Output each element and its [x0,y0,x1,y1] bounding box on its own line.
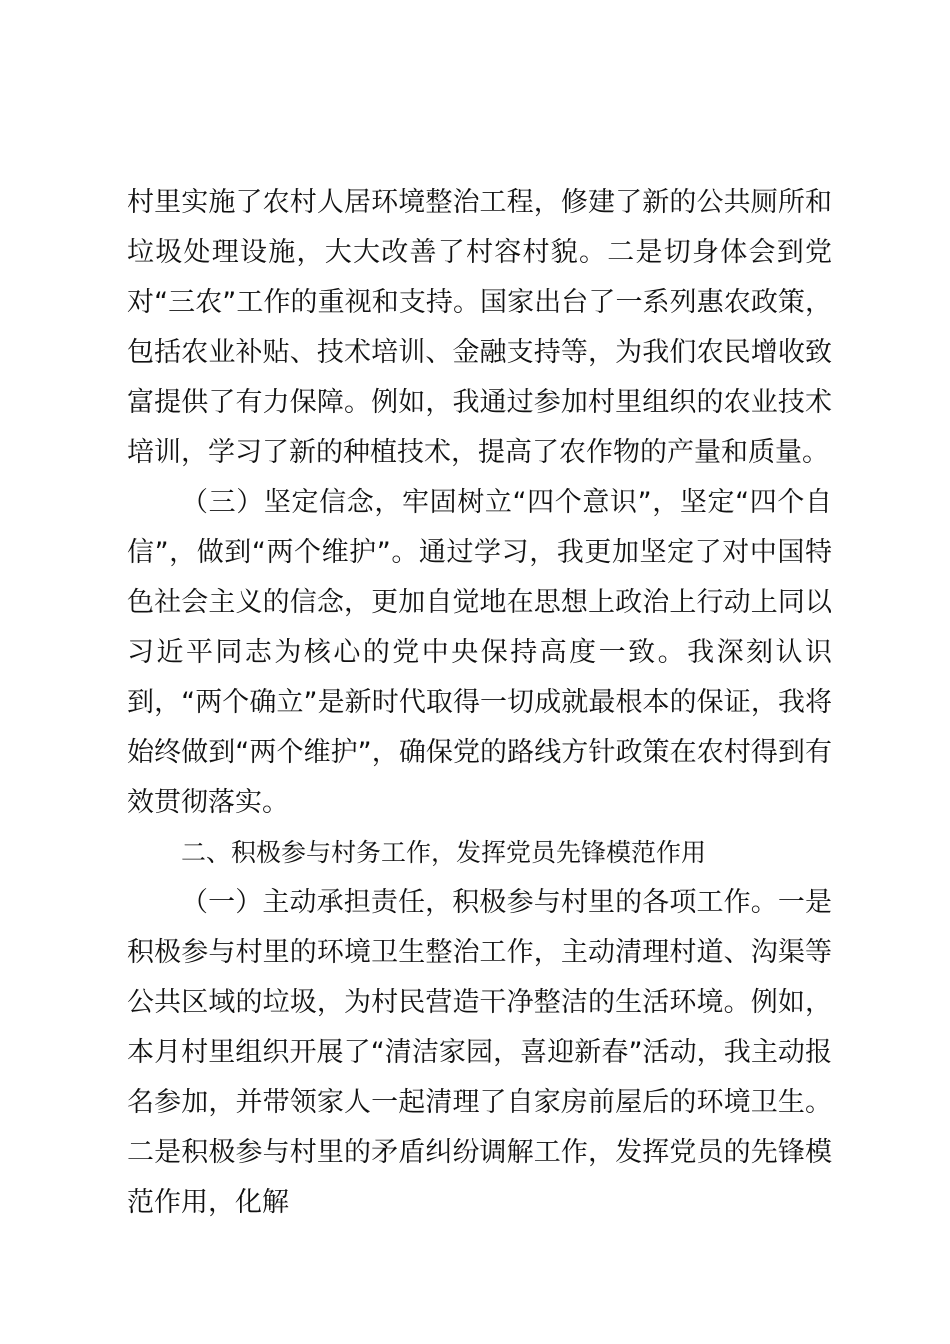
section-heading-two: 二、积极参与村务工作，发挥党员先锋模范作用 [181,838,707,867]
paragraph-continuation: 村里实施了农村人居环境整治工程，修建了新的公共厕所和垃圾处理设施，大大改善了村容村貌。二是切身体会到党对“三农”工作的重视和支持。国家出台了一系列惠农政策，包括农业补贴、技术培训、金融支持等，为我们农民增收致富提供了有力保障。例如，我通过参加村里组织的农业技术培训，学习了新的种植技术，提高了农作物的产量和质量。 [127,187,832,468]
paragraph-subsection-one: （一）主动承担责任，积极参与村里的各项工作。一是积极参与村里的环境卫生整治工作，主动清理村道、沟渠等公共区域的垃圾，为村民营造干净整洁的生活环境。例如，本月村里组织开展了“清洁家园，喜迎新春”活动，我主动报名参加，并带领家人一起清理了自家房前屋后的环境卫生。二是积极参与村里的矛盾纠纷调解工作，发挥党员的先锋模范作用，化解 [127,887,832,1218]
paragraph-section-three: （三）坚定信念，牢固树立“四个意识”，坚定“四个自信”，做到“两个维护”。通过学习，我更加坚定了对中国特色社会主义的信念，更加自觉地在思想上政治上行动上同以习近平同志为核心的党中央保持高度一致。我深刻认识到，“两个确立”是新时代取得一切成就最根本的保证，我将始终做到“两个维护”，确保党的路线方针政策在农村得到有效贯彻落实。 [127,487,832,818]
document-body [127,178,832,1228]
